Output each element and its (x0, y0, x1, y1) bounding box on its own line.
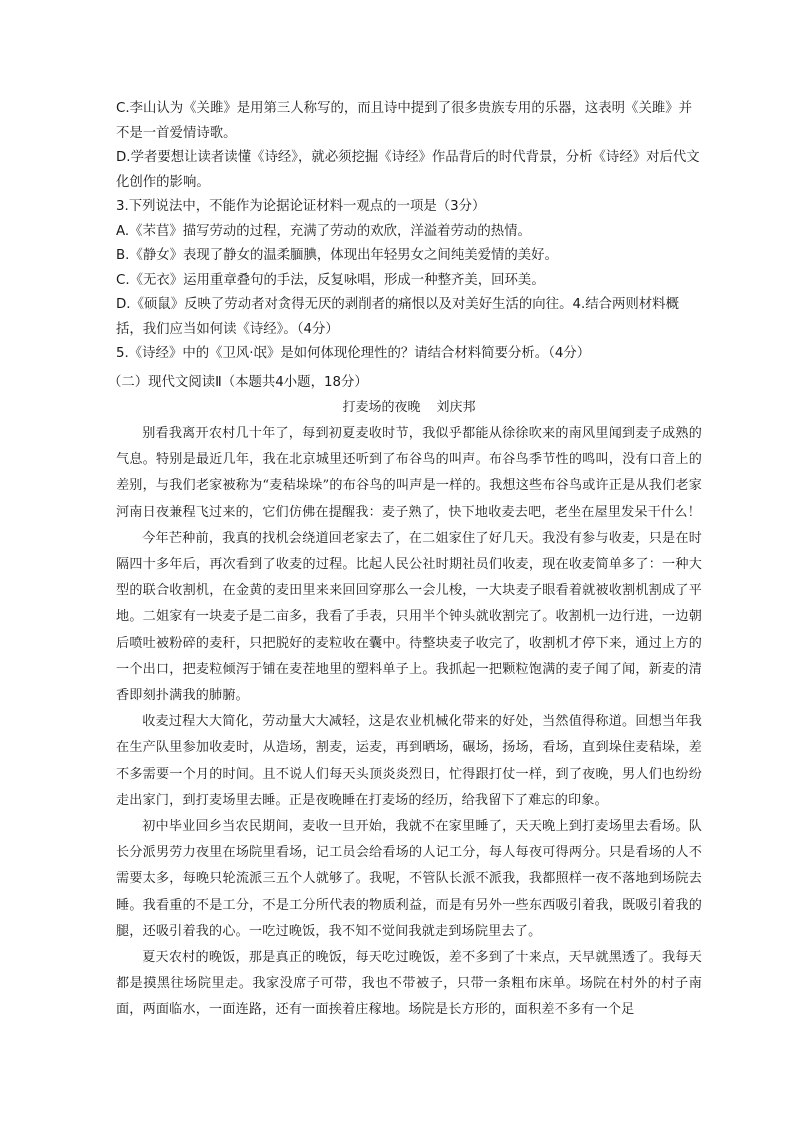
essay-paragraph: 初中毕业回乡当农民期间，麦收一旦开始，我就不在家里睡了，天天晚上到打麦场里去看场。队长分派男劳力夜里在场院里看场，记工员会给看场的人记工分，每人每夜可得两分。只是看场的人不需要太多，每晚只轮流派三五个人就够了。我呢，不管队长派不派我，我都照样一夜不落地到场院去睡。我看重的不是工分，不是工分所代表的物质利益，而是有另外一些东西吸引着我，既吸引着我的腿，还吸引着我的心。一吃过晚饭，我不知不觉间我就走到场院里去了。 (116, 819, 702, 939)
essay-paragraph: 别看我离开农村几十年了，每到初夏麦收时节，我似乎都能从徐徐吹来的南风里闻到麦子成熟的气息。特别是最近几年，我在北京城里还听到了布谷鸟的叫声。布谷鸟季节性的鸣叫，没有口音上的差别，与我们老家被称为“麦秸垛垛”的布谷鸟的叫声是一样的。我想这些布谷鸟或许正是从我们老家河南日夜兼程飞过来的，它们仿佛在提醒我：麦子熟了，快下地收麦去吧，老坐在屋里发呆干什么！ (116, 426, 702, 520)
question-3-option-c: C.《无衣》运用重章叠句的手法，反复咏唱，形成一种整齐美，回环美。 (116, 272, 545, 288)
essay-paragraph: 今年芒种前，我真的找机会绕道回老家去了，在二姐家住了好几天。我没有参与收麦，只是在时隔四十多年后，再次看到了收麦的过程。比起人民公社时期社员们收麦，现在收麦简单多了：一种大型的联合收割机，在金黄的麦田里来来回回穿那么一会儿梭，一大块麦子眼看着就被收割机割成了平地。二姐家有一块麦子是二亩多，我看了手表，只用半个钟头就收割完了。收割机一边行进，一边朝后喷吐被粉碎的麦秆，只把脱好的麦粒收在囊中。待整块麦子收完了，收割机才停下来，通过上方的一个出口，把麦粒倾泻于铺在麦茬地里的塑料单子上。我抓起一把颗粒饱满的麦子闻了闻，新麦的清香即刻扑满我的肺腑。 (116, 530, 702, 704)
essay-title-line (116, 398, 702, 418)
question-3: 3.下列说法中，不能作为论据论证材料一观点的一项是（3分） (116, 199, 486, 214)
question-3-option-b: B.《静女》表现了静女的温柔腼腆，体现出年轻男女之间纯美爱情的美好。 (116, 248, 558, 263)
essay-body (116, 421, 702, 1024)
option-c: C.李山认为《关雎》是用第三人称写的，而且诗中提到了很多贵族专用的乐器，这表明《关雎》并不是一首爱情诗歌。 (116, 101, 693, 141)
question-3-option-a: A.《芣苢》描写劳动的过程，充满了劳动的欢欣，洋溢着劳动的热情。 (116, 223, 531, 239)
question-block (116, 97, 702, 367)
question-5: 5.《诗经》中的《卫风·氓》是如何体现伦理性的？请结合材料简要分析。（4分） (116, 346, 591, 361)
essay-paragraph: 夏天农村的晚饭，那是真正的晚饭，每天吃过晚饭，差不多到了十来点，天早就黑透了。我每天都是摸黑往场院里走。我家没席子可带，我也不带被子，只带一条粗布床单。场院在村外的村子南面，两面临水，一面连路，还有一面挨着庄稼地。场院是长方形的，面积差不多有一个足 (116, 950, 702, 1018)
question-3-option-d-and-question-4: D.《硕鼠》反映了劳动者对贪得无厌的剥削者的痛恨以及对美好生活的向往。4.结合两则材料概括，我们应当如何读《诗经》。（4分） (116, 297, 679, 337)
essay-title: 打麦场的夜晚 (342, 400, 421, 415)
essay-paragraph: 收麦过程大大简化，劳动量大大减轻，这是农业机械化带来的好处，当然值得称道。回想当年我在生产队里参加收麦时，从造场，割麦，运麦，再到晒场，碾场，扬场，看场，直到垛住麦秸垛，差不多需要一个月的时间。且不说人们每天头顶炎炎烈日，忙得跟打仗一样，到了夜晚，男人们也纷纷走出家门，到打麦场里去睡。正是夜晚睡在打麦场的经历，给我留下了难忘的印象。 (116, 714, 702, 808)
option-d: D.学者要想让读者读懂《诗经》，就必须挖掘《诗经》作品背后的时代背景，分析《诗经》对后代文化创作的影响。 (116, 150, 700, 190)
essay-author: 刘庆邦 (436, 400, 476, 415)
section-heading: （二）现代文阅读Ⅱ（本题共4小题，18分） (108, 375, 368, 390)
